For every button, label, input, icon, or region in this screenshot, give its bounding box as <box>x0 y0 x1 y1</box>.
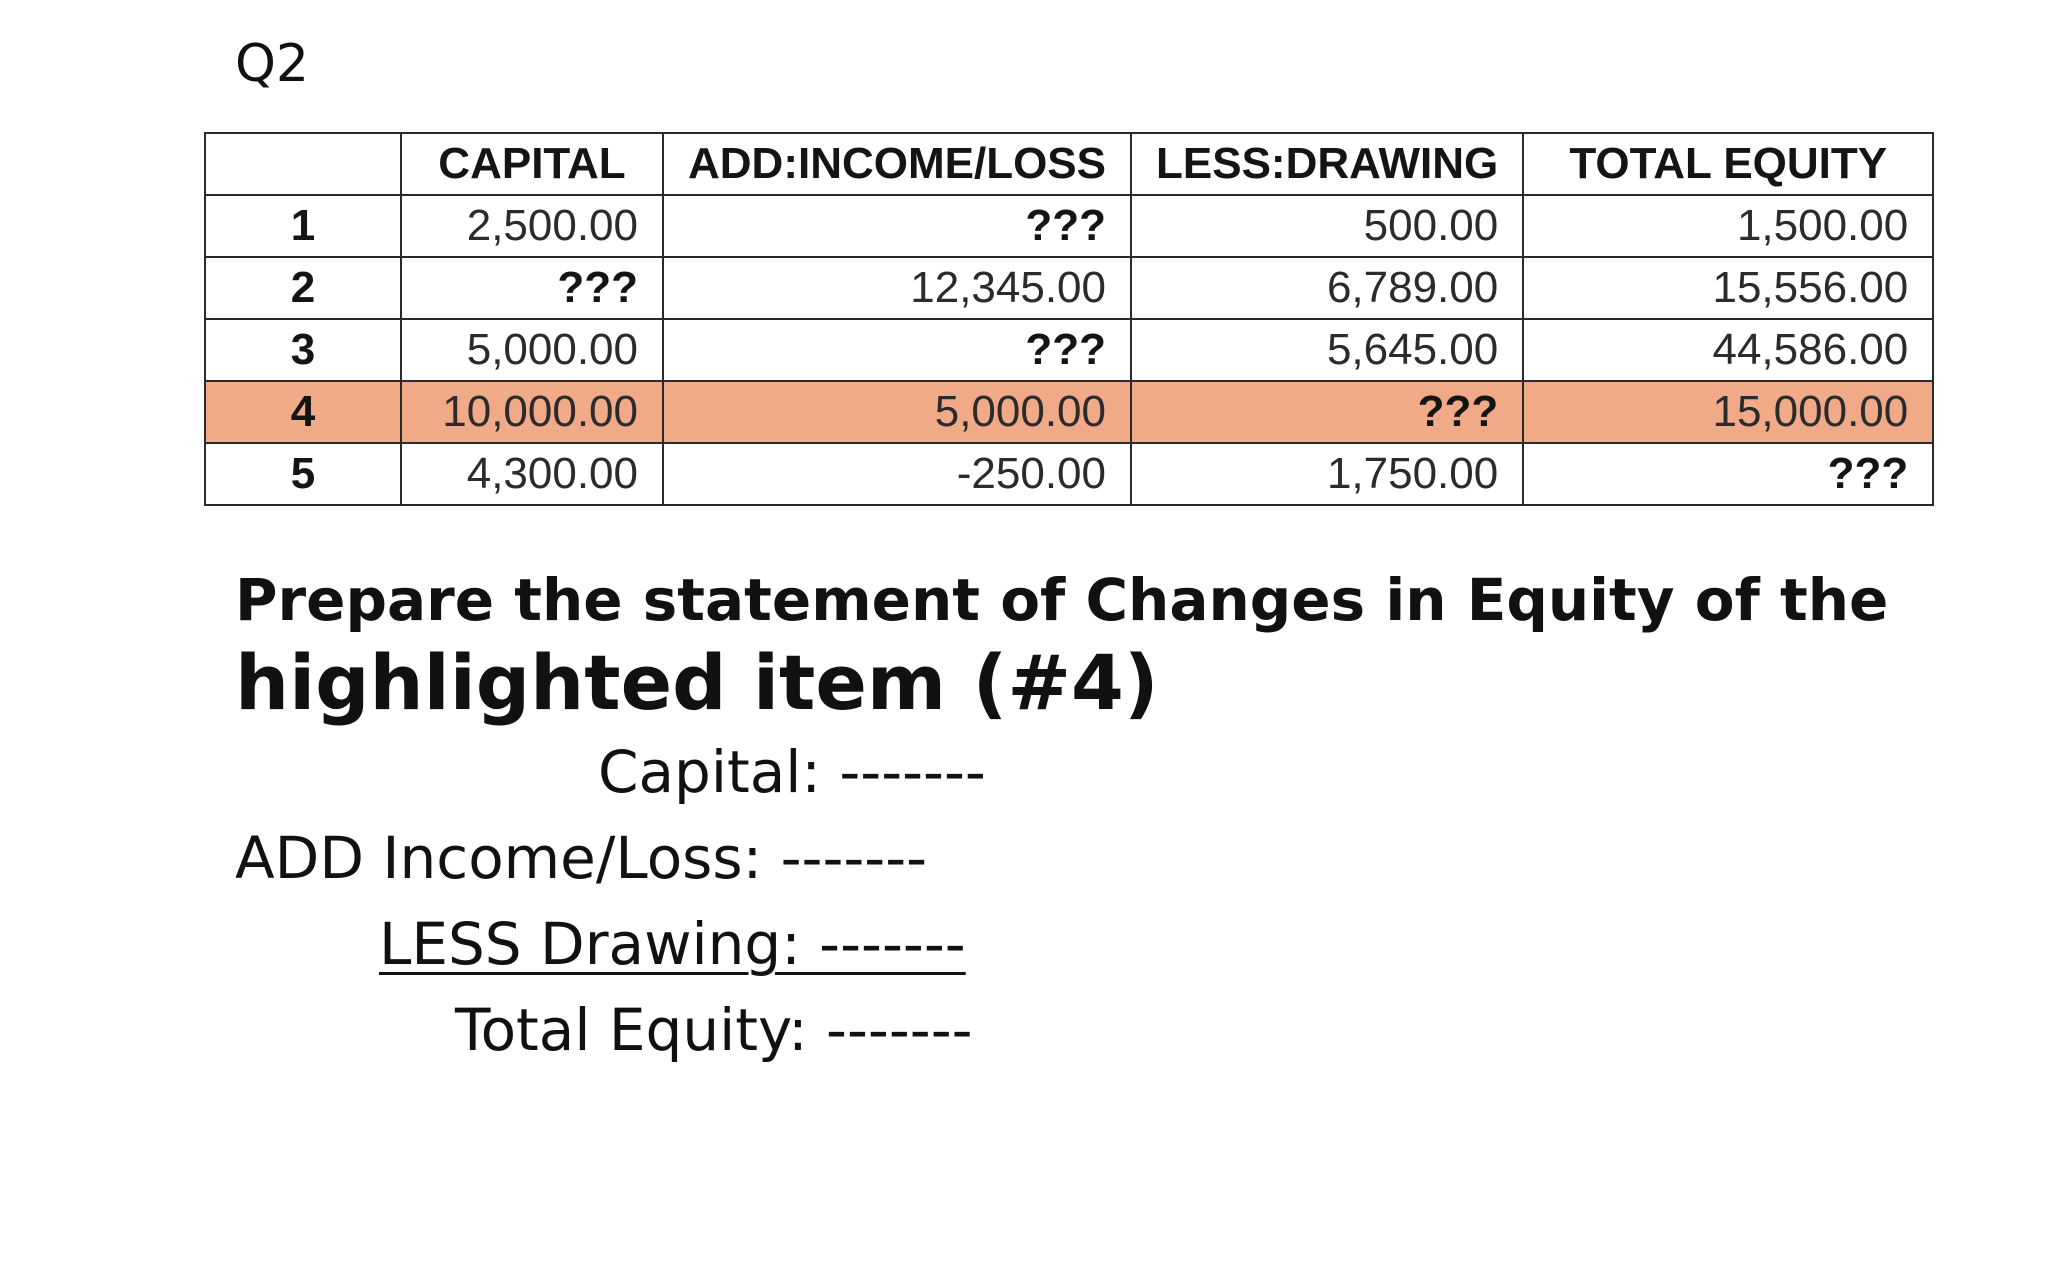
income-loss-cell: 5,000.00 <box>663 381 1131 443</box>
drawing-cell: 1,750.00 <box>1131 443 1523 505</box>
total-equity-cell: 1,500.00 <box>1523 195 1933 257</box>
row-number: 2 <box>205 257 401 319</box>
capital-cell: 10,000.00 <box>401 381 663 443</box>
row-number: 3 <box>205 319 401 381</box>
statement-income-line: ADD Income/Loss: ------- <box>235 824 928 892</box>
income-loss-cell: ??? <box>663 195 1131 257</box>
total-equity-cell: 15,556.00 <box>1523 257 1933 319</box>
capital-cell: 5,000.00 <box>401 319 663 381</box>
header-total-equity: TOTAL EQUITY <box>1523 133 1933 195</box>
income-loss-cell: -250.00 <box>663 443 1131 505</box>
table-row <box>205 443 1933 505</box>
instruction-text <box>235 560 1888 726</box>
instruction-line-2: highlighted item (#4) <box>235 638 1159 727</box>
instruction-line-1: Prepare the statement of Changes in Equity of the <box>235 566 1889 634</box>
equity-table <box>204 132 1934 506</box>
drawing-cell: 500.00 <box>1131 195 1523 257</box>
table-row <box>205 257 1933 319</box>
capital-cell: ??? <box>401 257 663 319</box>
statement-drawing-line: LESS Drawing: ------- <box>379 910 966 978</box>
header-drawing: LESS:DRAWING <box>1131 133 1523 195</box>
drawing-cell: 6,789.00 <box>1131 257 1523 319</box>
total-equity-cell: 15,000.00 <box>1523 381 1933 443</box>
statement-capital-line: Capital: ------- <box>598 738 986 806</box>
income-loss-cell: 12,345.00 <box>663 257 1131 319</box>
question-label: Q2 <box>235 34 310 94</box>
table-header-row <box>205 133 1933 195</box>
statement-total-line: Total Equity: ------- <box>455 996 973 1064</box>
header-row-number <box>205 133 401 195</box>
table-row <box>205 319 1933 381</box>
row-number: 5 <box>205 443 401 505</box>
table-row-highlighted <box>205 381 1933 443</box>
capital-cell: 2,500.00 <box>401 195 663 257</box>
capital-cell: 4,300.00 <box>401 443 663 505</box>
total-equity-cell: ??? <box>1523 443 1933 505</box>
drawing-cell: 5,645.00 <box>1131 319 1523 381</box>
total-equity-cell: 44,586.00 <box>1523 319 1933 381</box>
row-number: 4 <box>205 381 401 443</box>
header-capital: CAPITAL <box>401 133 663 195</box>
row-number: 1 <box>205 195 401 257</box>
drawing-cell: ??? <box>1131 381 1523 443</box>
table-row <box>205 195 1933 257</box>
income-loss-cell: ??? <box>663 319 1131 381</box>
header-income-loss: ADD:INCOME/LOSS <box>663 133 1131 195</box>
